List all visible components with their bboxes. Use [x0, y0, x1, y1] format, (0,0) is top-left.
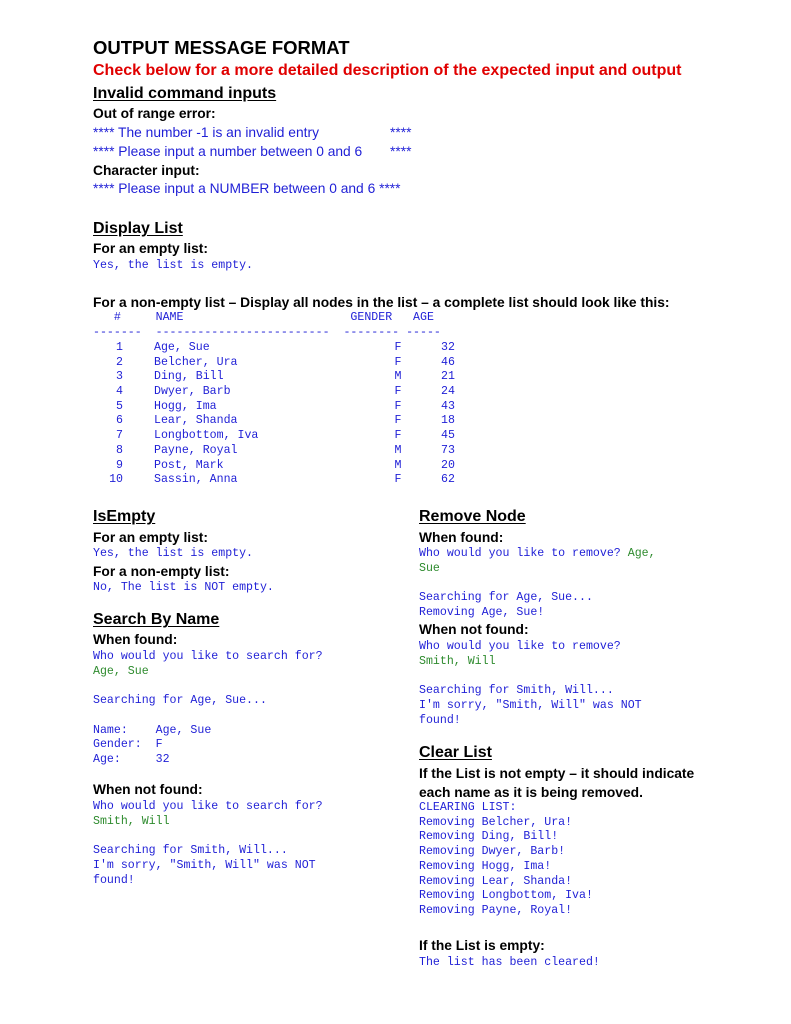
- clear-output-line: Removing Hogg, Ima!: [419, 859, 552, 873]
- row-name: Dwyer, Barb: [154, 385, 231, 399]
- row-number: 3: [116, 370, 123, 384]
- row-gender: F: [394, 414, 402, 428]
- list-divider-row: ------- ------------------------- -------- -----: [93, 326, 441, 339]
- remove-found-label: When found:: [419, 530, 504, 545]
- clear-output-line: Removing Belcher, Ura!: [419, 815, 573, 829]
- remove-notfound-searching: Searching for Smith, Will...: [419, 684, 614, 698]
- remove-notfound-message-2: found!: [419, 713, 461, 727]
- row-name: Payne, Royal: [154, 443, 238, 457]
- search-found-input: Age, Sue: [93, 664, 149, 678]
- remove-notfound-message-1: I'm sorry, "Smith, Will" was NOT: [419, 698, 642, 712]
- clear-label-1: If the List is not empty – it should indicate: [419, 766, 695, 781]
- clear-output-line: Removing Dwyer, Barb!: [419, 845, 566, 859]
- table-row: [93, 459, 471, 474]
- row-gender: F: [394, 429, 402, 443]
- list-header-row: # NAME GENDER AGE: [93, 311, 434, 324]
- people-table: [93, 341, 471, 488]
- row-name: Hogg, Ima: [154, 399, 217, 413]
- invalid-heading: Invalid command inputs: [93, 85, 277, 102]
- remove-notfound-label: When not found:: [419, 622, 529, 637]
- isempty-nonempty-label: For a non-empty list:: [93, 564, 230, 579]
- clear-heading: Clear List: [419, 744, 492, 761]
- table-row: [93, 400, 471, 415]
- row-age: 62: [441, 473, 455, 487]
- table-row: [93, 341, 471, 356]
- search-found-label: When found:: [93, 632, 178, 647]
- range-error-line-2: **** Please input a number between 0 and 6: [93, 144, 363, 159]
- row-number: 9: [116, 458, 123, 472]
- row-number: 5: [116, 399, 123, 413]
- clear-empty-message: The list has been cleared!: [419, 956, 600, 969]
- search-notfound-searching: Searching for Smith, Will...: [93, 844, 288, 858]
- char-input-label: Character input:: [93, 163, 200, 178]
- range-error-line-2-stars: ****: [390, 144, 412, 159]
- remove-found-removing: Removing Age, Sue!: [419, 605, 545, 619]
- page-subtitle: Check below for a more detailed description of the expected input and output: [93, 62, 682, 79]
- row-name: Belcher, Ura: [154, 355, 238, 369]
- search-notfound-label: When not found:: [93, 782, 203, 797]
- search-found-searching: Searching for Age, Sue...: [93, 694, 267, 708]
- row-gender: F: [394, 399, 402, 413]
- row-name: Age, Sue: [154, 341, 210, 354]
- remove-notfound-input: Smith, Will: [419, 654, 496, 668]
- clear-output-line: Removing Lear, Shanda!: [419, 874, 573, 888]
- remove-found-searching: Searching for Age, Sue...: [419, 591, 593, 605]
- row-age: 45: [441, 429, 455, 443]
- row-number: 4: [116, 385, 123, 399]
- row-number: 7: [116, 429, 123, 443]
- isempty-empty-label: For an empty list:: [93, 530, 208, 545]
- table-row: [93, 414, 471, 429]
- search-found-prompt: Who would you like to search for?: [93, 650, 323, 663]
- display-heading: Display List: [93, 220, 183, 237]
- remove-heading: Remove Node: [419, 508, 526, 525]
- row-name: Post, Mark: [154, 458, 224, 472]
- remove-found-input-b: Sue: [419, 561, 440, 575]
- row-age: 20: [441, 458, 455, 472]
- row-age: 21: [441, 370, 455, 384]
- remove-found-prompt: Who would you like to remove?: [419, 547, 621, 560]
- row-gender: F: [394, 385, 402, 399]
- isempty-nonempty-message: No, The list is NOT empty.: [93, 581, 274, 594]
- remove-found-block: [419, 547, 656, 621]
- row-number: 8: [116, 443, 123, 457]
- page-title: OUTPUT MESSAGE FORMAT: [93, 37, 350, 58]
- search-notfound-block: [93, 800, 323, 888]
- row-age: 32: [441, 341, 455, 354]
- isempty-empty-message: Yes, the list is empty.: [93, 547, 254, 560]
- row-name: Lear, Shanda: [154, 414, 238, 428]
- row-gender: M: [394, 458, 402, 472]
- search-notfound-prompt: Who would you like to search for?: [93, 800, 323, 813]
- isempty-heading: IsEmpty: [93, 508, 156, 525]
- search-notfound-message-1: I'm sorry, "Smith, Will" was NOT: [93, 858, 316, 872]
- display-empty-message: Yes, the list is empty.: [93, 259, 254, 272]
- row-age: 43: [441, 399, 455, 413]
- display-empty-label: For an empty list:: [93, 241, 208, 256]
- row-name: Ding, Bill: [154, 370, 224, 384]
- row-gender: F: [394, 341, 402, 354]
- row-age: 24: [441, 385, 455, 399]
- search-result-gender: Gender: F: [93, 738, 163, 752]
- remove-found-input-a: Age,: [627, 547, 656, 560]
- remove-notfound-block: [419, 640, 642, 728]
- table-row: [93, 356, 471, 371]
- row-number: 2: [116, 355, 123, 369]
- remove-notfound-prompt: Who would you like to remove?: [419, 640, 621, 653]
- display-nonempty-label: For a non-empty list – Display all nodes in the list – a complete list should look like this:: [93, 295, 670, 310]
- search-notfound-message-2: found!: [93, 873, 135, 887]
- search-found-block: [93, 650, 323, 768]
- table-row: [93, 444, 471, 459]
- row-gender: M: [394, 370, 402, 384]
- search-result-name: Name: Age, Sue: [93, 723, 212, 737]
- row-age: 18: [441, 414, 455, 428]
- clear-output-block: [419, 801, 593, 919]
- row-name: Sassin, Anna: [154, 473, 238, 487]
- table-row: [93, 429, 471, 444]
- char-input-line: **** Please input a NUMBER between 0 and 6 ****: [93, 181, 401, 196]
- row-number: 6: [116, 414, 123, 428]
- table-row: [93, 370, 471, 385]
- clear-label-2: each name as it is being removed.: [419, 785, 643, 800]
- table-row: [93, 473, 471, 488]
- row-gender: F: [394, 355, 402, 369]
- search-notfound-input: Smith, Will: [93, 814, 170, 828]
- range-error-line-1: **** The number -1 is an invalid entry: [93, 125, 319, 140]
- row-name: Longbottom, Iva: [154, 429, 259, 443]
- clear-output-line: CLEARING LIST:: [419, 801, 517, 814]
- clear-empty-label: If the List is empty:: [419, 938, 545, 953]
- row-age: 46: [441, 355, 455, 369]
- search-result-age: Age: 32: [93, 752, 170, 766]
- clear-output-line: Removing Payne, Royal!: [419, 903, 573, 917]
- row-number: 1: [116, 341, 123, 354]
- row-age: 73: [441, 443, 455, 457]
- table-row: [93, 385, 471, 400]
- row-gender: M: [394, 443, 402, 457]
- range-error-line-1-stars: ****: [390, 125, 412, 140]
- search-heading: Search By Name: [93, 611, 220, 628]
- row-gender: F: [394, 473, 402, 487]
- clear-output-line: Removing Ding, Bill!: [419, 830, 559, 844]
- row-number: 10: [109, 473, 123, 487]
- clear-output-line: Removing Longbottom, Iva!: [419, 889, 593, 903]
- range-error-label: Out of range error:: [93, 106, 216, 121]
